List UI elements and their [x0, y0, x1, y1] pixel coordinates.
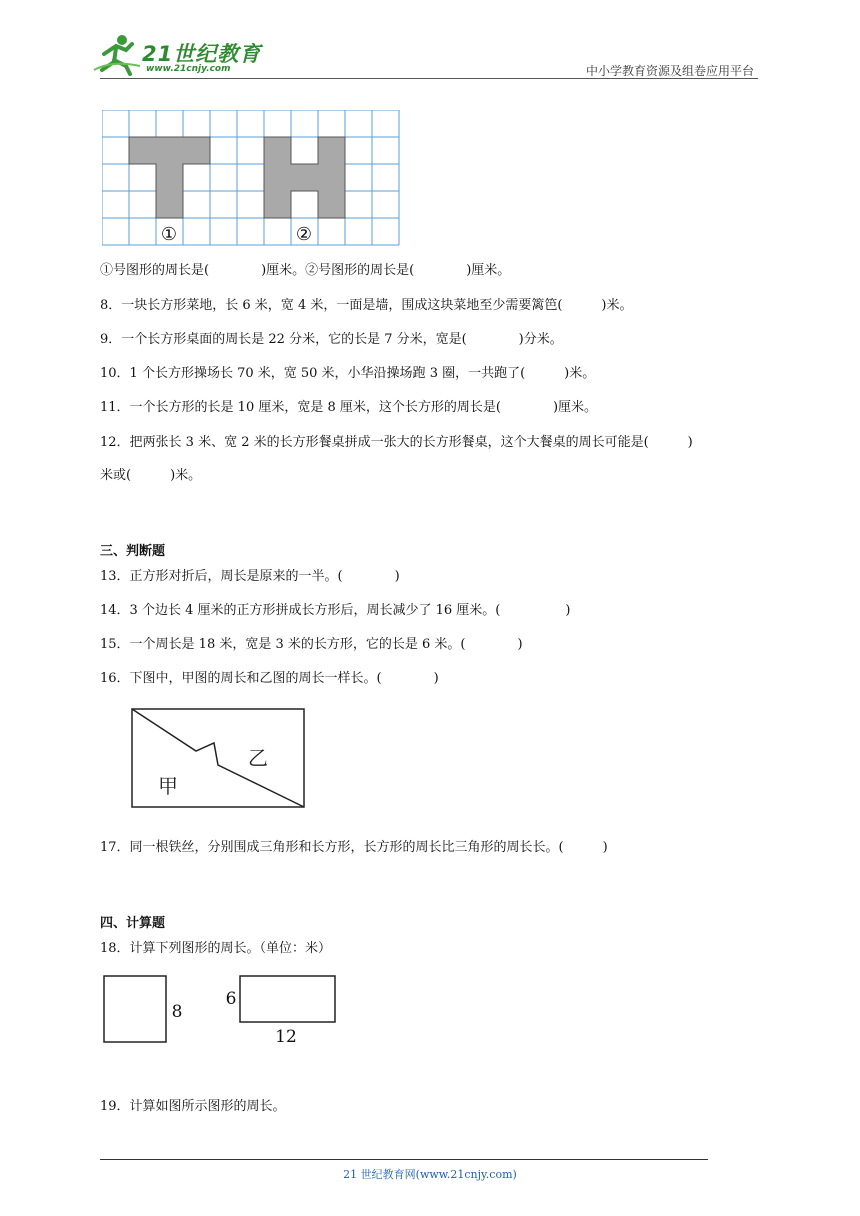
- figure-label-2: ②: [295, 224, 313, 245]
- question-14: 14．3 个边长 4 厘米的正方形拼成长方形后，周长减少了 16 厘米。( ): [100, 603, 571, 618]
- question-8: 8．一块长方形菜地，长 6 米，宽 4 米，一面是墙，围成这块菜地至少需要篱笆( )米。: [100, 298, 633, 313]
- question-17: 17．同一根铁丝，分别围成三角形和长方形，长方形的周长比三角形的周长长。( ): [100, 840, 608, 855]
- question-18: 18．计算下列图形的周长。（单位：米）: [100, 941, 332, 956]
- section-4-title: 四、计算题: [100, 916, 166, 931]
- label-jia: 甲: [158, 774, 178, 798]
- logo-title: 21世纪教育: [142, 42, 262, 66]
- question-12-line2: 米或( )米。: [100, 468, 202, 483]
- h-shape: [264, 137, 345, 218]
- footer-rule: [100, 1159, 708, 1160]
- footer-text: 21 世纪教育网(www.21cnjy.com): [343, 1168, 517, 1181]
- rectangle-shape: [240, 976, 335, 1022]
- question-12-line1: 12．把两张长 3 米、宽 2 米的长方形餐桌拼成一张大的长方形餐桌，这个大餐桌的周长可能是( ): [100, 435, 693, 450]
- question-13: 13．正方形对折后，周长是原来的一半。( ): [100, 569, 400, 584]
- q7-text: ①号图形的周长是( )厘米。②号图形的周长是( )厘米。: [100, 263, 511, 278]
- question-9: 9．一个长方形桌面的周长是 22 分米，它的长是 7 分米，宽是( )分米。: [100, 332, 563, 347]
- question-10: 10．1 个长方形操场长 70 米，宽 50 米，小华沿操场跑 3 圈，一共跑了( )米。: [100, 366, 596, 381]
- header-rule: [100, 78, 758, 79]
- question-15: 15．一个周长是 18 米，宽是 3 米的长方形，它的长是 6 米。( ): [100, 637, 523, 652]
- grid-figure: [102, 110, 400, 246]
- rect-width-label: 12: [275, 1027, 297, 1047]
- header-logo: [92, 30, 262, 76]
- question-16: 16．下图中，甲图的周长和乙图的周长一样长。( ): [100, 671, 439, 686]
- calc-figures: [98, 970, 348, 1048]
- rect-height-label: 6: [225, 989, 237, 1009]
- square-shape: [104, 976, 166, 1042]
- question-19: 19．计算如图所示图形的周长。: [100, 1099, 286, 1114]
- runner-logo-icon: [92, 30, 142, 76]
- square-side-label: 8: [171, 1002, 183, 1022]
- figure-label-1: ①: [160, 224, 178, 245]
- t-shape: [129, 137, 210, 218]
- section-3-title: 三、判断题: [100, 544, 166, 559]
- label-yi: 乙: [248, 746, 268, 770]
- jia-yi-figure: [130, 707, 306, 811]
- logo-url: www.21cnjy.com: [146, 64, 231, 74]
- question-11: 11．一个长方形的长是 10 厘米，宽是 8 厘米，这个长方形的周长是( )厘米。: [100, 400, 598, 415]
- header-right-text: 中小学教育资源及组卷应用平台: [585, 64, 754, 78]
